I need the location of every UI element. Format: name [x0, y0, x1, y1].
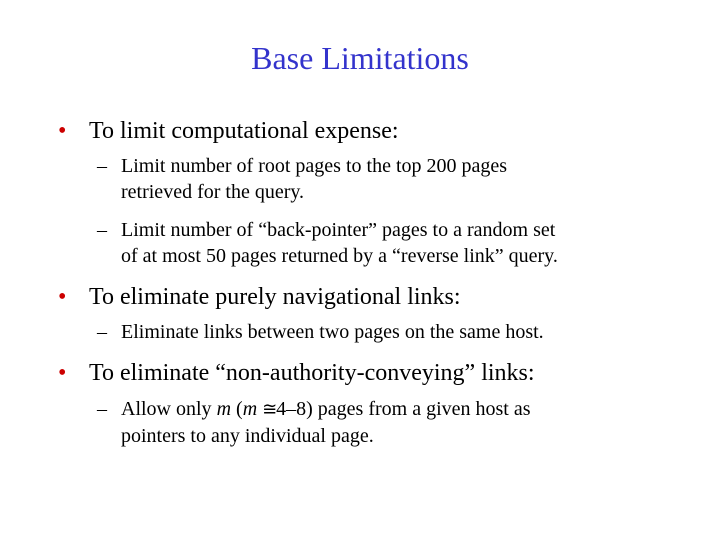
- math-variable: m: [216, 398, 232, 420]
- dash-icon: –: [97, 321, 107, 343]
- sub-bullet-line: Eliminate links between two pages on the same host.: [121, 321, 544, 343]
- sub-bullet-line: Limit number of “back-pointer” pages to a random set: [121, 219, 556, 241]
- sub-bullet-line: retrieved for the query.: [121, 181, 305, 203]
- bullet-dot-icon: •: [58, 284, 67, 310]
- sub-bullet-line: Allow only m (m ≅4–8) pages from a given host as: [121, 396, 677, 423]
- sub-bullet-line: pointers to any individual page.: [121, 425, 374, 447]
- bullet-text: To limit computational expense:: [89, 118, 399, 144]
- bullet-text: To eliminate purely navigational links:: [89, 284, 461, 310]
- bullet-dot-icon: •: [58, 118, 67, 144]
- math-variable: m: [242, 398, 258, 420]
- dash-icon: –: [97, 219, 107, 241]
- sub-bullet-line: of at most 50 pages returned by a “reverse link” query.: [121, 245, 558, 267]
- bullet-dot-icon: •: [58, 360, 67, 386]
- dash-icon: –: [97, 155, 107, 177]
- slide-title: Base Limitations: [251, 40, 469, 76]
- bullet-text: To eliminate “non-authority-conveying” links:: [89, 360, 535, 386]
- dash-icon: –: [97, 398, 107, 420]
- sub-bullet-line: Limit number of root pages to the top 200 pages: [121, 155, 508, 177]
- approx-equal-symbol: ≅: [262, 399, 278, 420]
